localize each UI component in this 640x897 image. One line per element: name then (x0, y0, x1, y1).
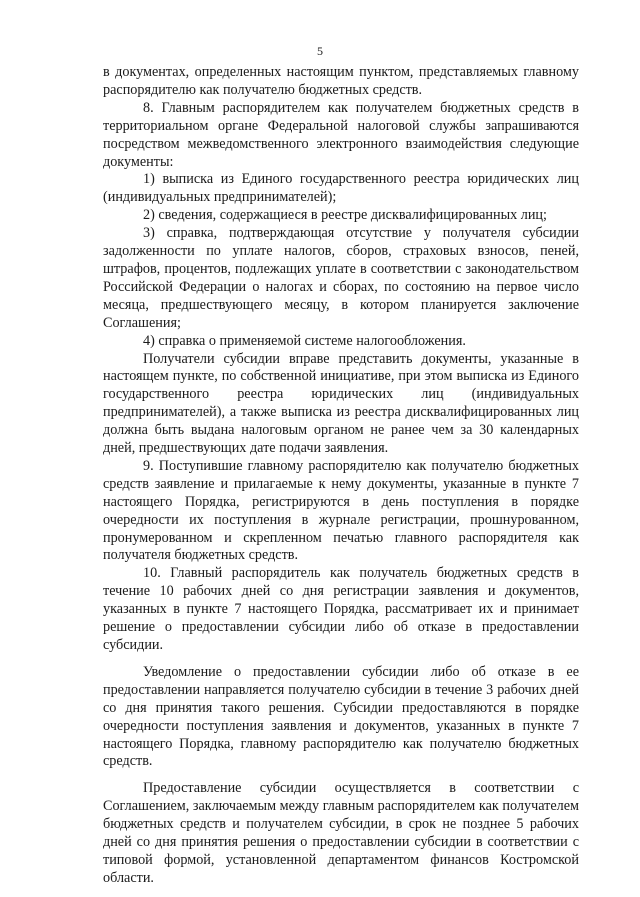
paragraph-item-10: 10. Главный распорядитель как получатель бюджетных средств в течение 10 рабочих дней со дня регистрации заявления и документов, указанных в пункте 7 настоящего Порядка, рассматривает их и принимает решение о предоставлении субсидии либо об отказе в предоставлении субсидии. (103, 565, 579, 653)
paragraph-item-9: 9. Поступившие главному распорядителю как получателю бюджетных средств заявление и прилагаемые к нему документы, указанные в пункте 7 настоящего Порядка, регистрируются в день поступления в порядке очередности их поступления в журнале регистрации, прошнурованном, пронумерованном и скрепленном печатью главного распорядителя как получателя бюджетных средств. (103, 457, 579, 564)
paragraph-subitem-3: 3) справка, подтверждающая отсутствие у получателя субсидии задолженности по уплате налогов, сборов, страховых взносов, пеней, штрафов, процентов, подлежащих уплате в соответствии с законодательством Российской Федерации о налогах и сборах, по состоянию на первое число месяца, предшествующего месяцу, в котором планируется заключение Соглашения; (103, 225, 579, 331)
paragraph-item-8: 8. Главным распорядителем как получателем бюджетных средств в территориальном органе Федеральной налоговой службы запрашиваются посредством межведомственного электронного взаимодействия следующие документы: (103, 99, 579, 170)
paragraph-notification: Уведомление о предоставлении субсидии либо об отказе в ее предоставлении направляется получателю субсидии в течение 3 рабочих дней со дня принятия такого решения. Субсидии предоставляются в порядке очередности поступления заявления и документов, указанных в пункте 7 настоящего Порядка, главному распорядителю как получателю бюджетных средств. (103, 663, 579, 770)
paragraph-own-initiative: Получатели субсидии вправе представить документы, указанные в настоящем пункте, по собственной инициативе, при этом выписка из Единого государственного реестра юридических лиц (индивидуальных предпринимателей), а также выписка из реестра дисквалифицированных лиц должна быть выдана налоговым органом не ранее чем за 30 календарных дней, предшествующих дате подачи заявления. (103, 350, 579, 457)
paragraph-subitem-1: 1) выписка из Единого государственного реестра юридических лиц (индивидуальных предпринимателей); (103, 171, 579, 206)
paragraph-continuation: в документах, определенных настоящим пунктом, представляемых главному распорядителю как получателю бюджетных средств. (103, 64, 579, 98)
page-number: 5 (317, 44, 323, 58)
paragraph-subitem-2: 2) сведения, содержащиеся в реестре дисквалифицированных лиц; (143, 207, 547, 224)
document-body (103, 64, 579, 888)
paragraph-agreement: Предоставление субсидии осуществляется в соответствии с Соглашением, заключаемым между главным распорядителем как получателем бюджетных средств и получателем субсидии, в срок не позднее 5 рабочих дней со дня принятия решения о предоставлении субсидии в соответствии с типовой формой, установленной департаментом финансов Костромской области. (103, 780, 579, 886)
paragraph-subitem-4: 4) справка о применяемой системе налогообложения. (143, 332, 466, 349)
